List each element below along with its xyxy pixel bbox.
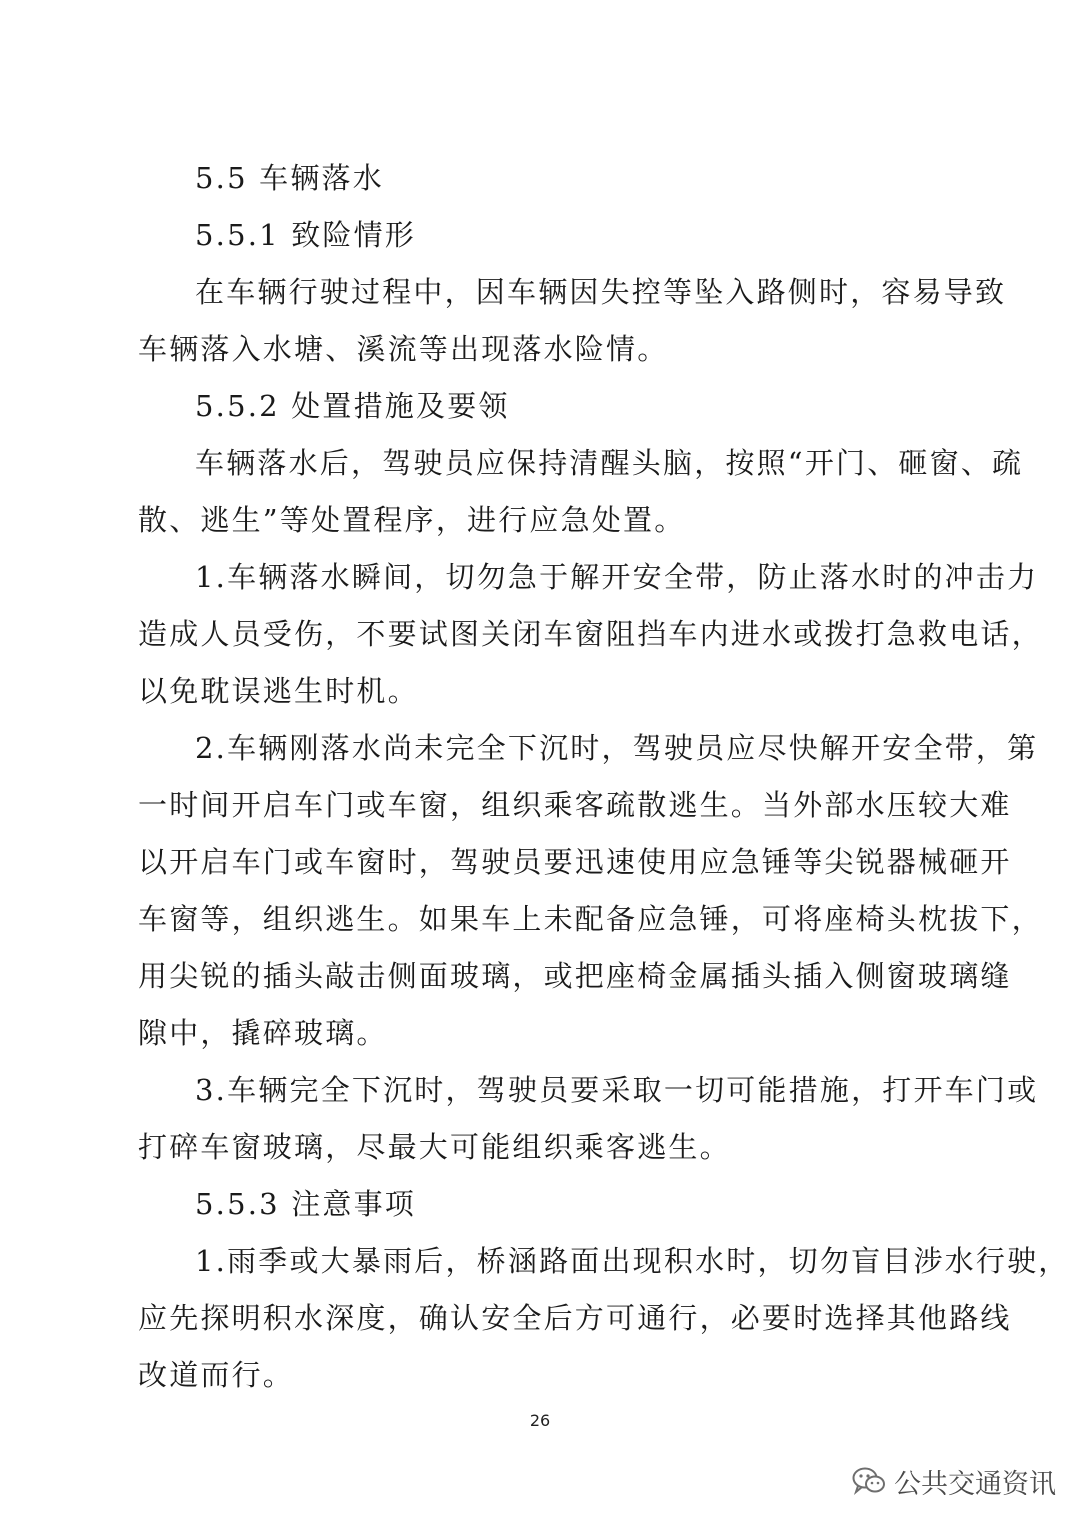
text-line: 散、逃生”等处置程序，进行应急处置。	[138, 503, 686, 537]
text-line: 1.车辆落水瞬间，切勿急于解开安全带，防止落水时的冲击力	[195, 560, 1039, 594]
text-line: 应先探明积水深度，确认安全后方可通行，必要时选择其他路线	[138, 1301, 1012, 1335]
text-line: 车辆落入水塘、溪流等出现落水险情。	[138, 332, 669, 366]
text-line: 5.5 车辆落水	[195, 161, 384, 195]
page-number: 26	[529, 1411, 551, 1430]
text-line: 以开启车门或车窗时，驾驶员要迅速使用应急锤等尖锐器械砸开	[138, 845, 1012, 879]
document-body	[138, 150, 1070, 1404]
text-line: 在车辆行驶过程中，因车辆因失控等坠入路侧时，容易导致	[195, 275, 1007, 309]
text-line: 隙中，撬碎玻璃。	[138, 1016, 388, 1050]
watermark	[852, 1461, 1056, 1501]
text-line: 改道而行。	[138, 1358, 295, 1392]
text-line: 2.车辆刚落水尚未完全下沉时，驾驶员应尽快解开安全带，第	[195, 731, 1039, 765]
text-line: 用尖锐的插头敲击侧面玻璃，或把座椅金属插头插入侧窗玻璃缝	[138, 959, 1012, 993]
text-line: 以免耽误逃生时机。	[138, 674, 419, 708]
text-line: 1.雨季或大暴雨后，桥涵路面出现积水时，切勿盲目涉水行驶，	[195, 1244, 1070, 1278]
text-line: 5.5.1 致险情形	[195, 218, 417, 252]
text-line: 一时间开启车门或车窗，组织乘客疏散逃生。当外部水压较大难	[138, 788, 1012, 822]
text-line: 打碎车窗玻璃，尽最大可能组织乘客逃生。	[138, 1130, 731, 1164]
text-line: 车窗等，组织逃生。如果车上未配备应急锤，可将座椅头枕拔下，	[138, 902, 1043, 936]
text-line: 5.5.2 处置措施及要领	[195, 389, 510, 423]
wechat-icon	[852, 1466, 886, 1496]
text-line: 5.5.3 注意事项	[195, 1187, 417, 1221]
text-line: 造成人员受伤，不要试图关闭车窗阻挡车内进水或拨打急救电话，	[138, 617, 1043, 651]
watermark-text: 公共交通资讯	[894, 1468, 1056, 1500]
text-line: 车辆落水后，驾驶员应保持清醒头脑，按照“开门、砸窗、疏	[195, 446, 1024, 480]
text-line: 3.车辆完全下沉时，驾驶员要采取一切可能措施，打开车门或	[195, 1073, 1039, 1107]
